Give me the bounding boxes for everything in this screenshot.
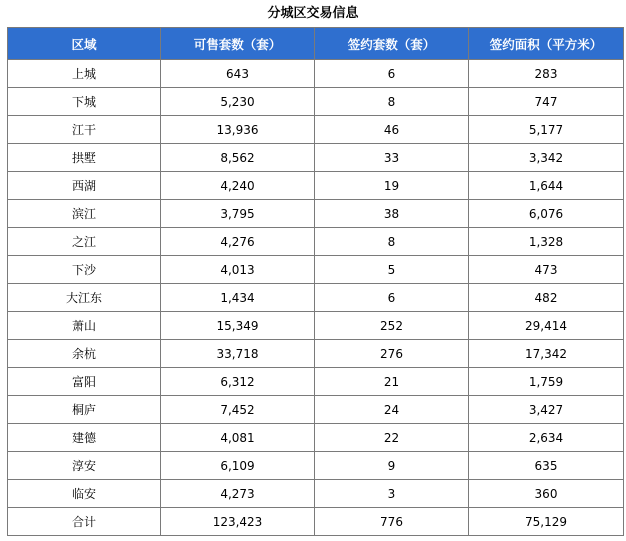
cell-signed-units: 3 (315, 480, 469, 508)
header-district: 区域 (8, 28, 161, 60)
cell-signed-area: 635 (469, 452, 624, 480)
cell-signed-units: 252 (315, 312, 469, 340)
cell-district: 江干 (8, 116, 161, 144)
table-row (8, 284, 624, 312)
cell-available-units: 4,276 (161, 228, 315, 256)
cell-signed-units: 8 (315, 88, 469, 116)
cell-district: 大江东 (8, 284, 161, 312)
table-header (8, 28, 624, 60)
total-row (8, 508, 624, 536)
cell-district: 拱墅 (8, 144, 161, 172)
cell-available-units: 5,230 (161, 88, 315, 116)
cell-signed-area: 75,129 (469, 508, 624, 536)
cell-signed-area: 5,177 (469, 116, 624, 144)
cell-available-units: 4,081 (161, 424, 315, 452)
cell-signed-units: 21 (315, 368, 469, 396)
cell-district: 合计 (8, 508, 161, 536)
cell-available-units: 8,562 (161, 144, 315, 172)
cell-district: 下城 (8, 88, 161, 116)
table-row (8, 312, 624, 340)
cell-district: 临安 (8, 480, 161, 508)
cell-available-units: 123,423 (161, 508, 315, 536)
cell-district: 淳安 (8, 452, 161, 480)
cell-signed-area: 6,076 (469, 200, 624, 228)
cell-district: 之江 (8, 228, 161, 256)
table-row (8, 172, 624, 200)
cell-signed-area: 283 (469, 60, 624, 88)
table-row (8, 256, 624, 284)
cell-district: 桐庐 (8, 396, 161, 424)
cell-signed-area: 3,427 (469, 396, 624, 424)
table-row (8, 368, 624, 396)
cell-district: 上城 (8, 60, 161, 88)
table-row (8, 60, 624, 88)
cell-available-units: 643 (161, 60, 315, 88)
cell-signed-area: 17,342 (469, 340, 624, 368)
cell-district: 西湖 (8, 172, 161, 200)
table-row (8, 396, 624, 424)
table-row (8, 340, 624, 368)
cell-available-units: 4,240 (161, 172, 315, 200)
cell-signed-units: 6 (315, 284, 469, 312)
header-signed-units: 签约套数（套） (315, 28, 469, 60)
cell-signed-area: 29,414 (469, 312, 624, 340)
cell-signed-units: 33 (315, 144, 469, 172)
table-body (8, 60, 624, 536)
cell-available-units: 6,312 (161, 368, 315, 396)
cell-available-units: 6,109 (161, 452, 315, 480)
district-transaction-table (7, 27, 624, 536)
cell-district: 萧山 (8, 312, 161, 340)
cell-signed-units: 46 (315, 116, 469, 144)
cell-district: 滨江 (8, 200, 161, 228)
table-row (8, 424, 624, 452)
cell-signed-area: 1,644 (469, 172, 624, 200)
cell-signed-units: 8 (315, 228, 469, 256)
cell-signed-area: 2,634 (469, 424, 624, 452)
table-row (8, 228, 624, 256)
cell-signed-units: 38 (315, 200, 469, 228)
cell-available-units: 3,795 (161, 200, 315, 228)
table-row (8, 452, 624, 480)
cell-signed-units: 24 (315, 396, 469, 424)
cell-district: 建德 (8, 424, 161, 452)
cell-signed-units: 19 (315, 172, 469, 200)
table-row (8, 480, 624, 508)
cell-available-units: 7,452 (161, 396, 315, 424)
cell-district: 下沙 (8, 256, 161, 284)
table-row (8, 88, 624, 116)
cell-signed-units: 9 (315, 452, 469, 480)
cell-signed-area: 747 (469, 88, 624, 116)
cell-signed-units: 276 (315, 340, 469, 368)
cell-district: 余杭 (8, 340, 161, 368)
cell-signed-area: 3,342 (469, 144, 624, 172)
cell-signed-area: 473 (469, 256, 624, 284)
page-title: 分城区交易信息 (267, 6, 359, 21)
cell-available-units: 15,349 (161, 312, 315, 340)
cell-signed-area: 1,328 (469, 228, 624, 256)
cell-signed-units: 5 (315, 256, 469, 284)
header-signed-area: 签约面积（平方米） (469, 28, 624, 60)
cell-available-units: 33,718 (161, 340, 315, 368)
header-available-units: 可售套数（套） (161, 28, 315, 60)
cell-signed-area: 1,759 (469, 368, 624, 396)
cell-available-units: 1,434 (161, 284, 315, 312)
cell-available-units: 13,936 (161, 116, 315, 144)
table-row (8, 144, 624, 172)
table-row (8, 200, 624, 228)
cell-signed-area: 482 (469, 284, 624, 312)
table-row (8, 116, 624, 144)
cell-district: 富阳 (8, 368, 161, 396)
cell-signed-area: 360 (469, 480, 624, 508)
cell-available-units: 4,013 (161, 256, 315, 284)
cell-available-units: 4,273 (161, 480, 315, 508)
cell-signed-units: 22 (315, 424, 469, 452)
cell-signed-units: 776 (315, 508, 469, 536)
cell-signed-units: 6 (315, 60, 469, 88)
header-row (8, 28, 624, 60)
